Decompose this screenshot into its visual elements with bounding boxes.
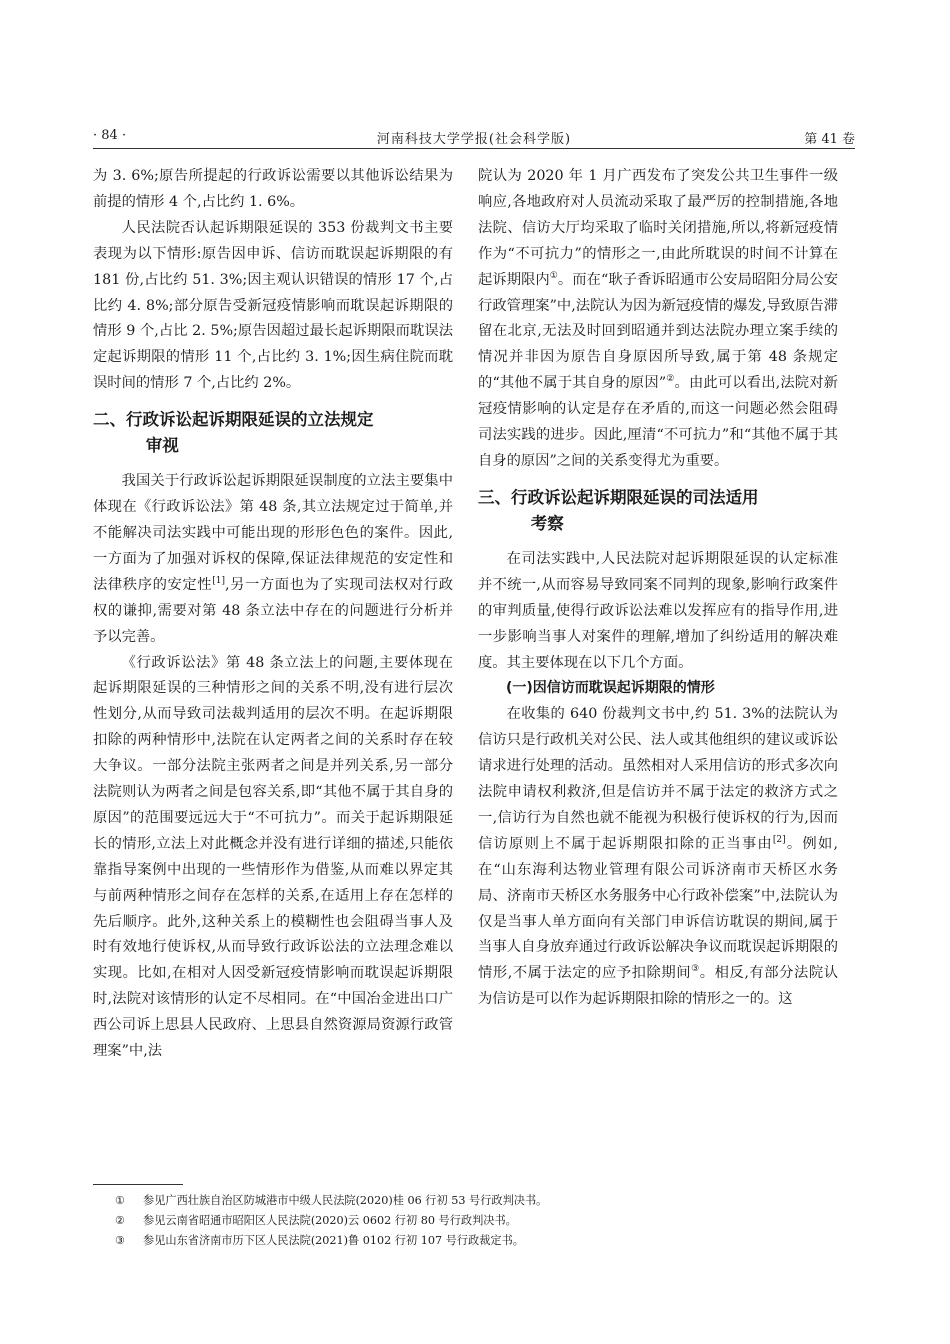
paragraph-text: 院认为 2020 年 1 月广西发布了突发公共卫生事件一级响应,各地政府对人员流动采取了最严厉的控制措施,各地法院、信访大厅均采取了临时关闭措施,所以,将新冠疫情作为“不可抗力”的情形之一,由此所耽误的时间不计算在起诉期限内: [478, 168, 838, 288]
heading-line: 考察: [530, 513, 564, 533]
heading-line: 二、行政诉讼起诉期限延误的立法规定: [93, 410, 374, 430]
citation-ref: [2]: [772, 835, 786, 846]
subsection-heading: (一)因信访而耽误起诉期限的情形: [506, 680, 715, 697]
footnotes: [115, 1191, 855, 1251]
paragraph-text: 。由此可以看出,法院对新冠疫情影响的认定是存在矛盾的,而这一问题必然会阻碍司法实践的进步。因此,厘清“不可抗力”和“其他不属于其自身的原因”之间的关系变得尤为重要。: [478, 375, 838, 469]
paragraph-text: 我国关于行政诉讼起诉期限延误制度的立法主要集中体现在《行政诉讼法》第 48 条,其立法规定过于简单,并不能解决司法实践中可能出现的形形色色的案件。因此,一方面为了加强对诉权的保障,保证法律规范的安定性和法律秩序的安定性: [93, 473, 453, 593]
paragraph: [478, 164, 838, 475]
paragraph-text: ,另一方面也为了实现司法权对行政权的谦抑,需要对第 48 条立法中存在的问题进行分析并予以完善。: [93, 576, 453, 645]
footnote-text: 参见云南省昭通市昭阳区人民法院(2020)云 0602 行初 80 号行政判决书。: [143, 1214, 517, 1227]
paragraph: 人民法院否认起诉期限延误的 353 份裁判文书主要表现为以下情形:原告因申诉、信访而耽误起诉期限的有 181 份,占比约 51. 3%;因主观认识错误的情形 17 个,占比约 4. 8%;部分原告受新冠疫情影响而耽误起诉期限的情形 9 个,占比 2. 5%;原告因超过最长起诉期限而耽误法定起诉期限的情形 11 个,占比约 3. 1%;因生病住院而耽误时间的情形 7 个,占比约 2%。: [93, 219, 453, 392]
volume-label: 第 41 卷: [804, 132, 855, 147]
heading-line: 三、行政诉讼起诉期限延误的司法适用: [478, 487, 759, 507]
paragraph: 在司法实践中,人民法院对起诉期限延误的认定标准并不统一,从而容易导致同案不同判的现象,影响行政案件的审判质量,使得行政诉讼法难以发挥应有的指导作用,进一步影响当事人对案件的理解,增加了纠纷适用的解决难度。其主要体现在以下几个方面。: [478, 550, 838, 671]
left-column: [93, 164, 453, 1065]
running-header: [93, 126, 855, 149]
paragraph: [478, 702, 838, 1013]
paragraph-text: 在收集的 640 份裁判文书中,约 51. 3%的法院认为信访只是行政机关对公民、法人或其他组织的建议或诉讼请求进行处理的活动。虽然相对人采用信访的形式多次向法院申请权利救济,但是信访并不属于法定的救济方式之一,信访行为自然也就不能视为积极行使诉权的行为,因而信访原则上不属于起诉期限扣除的正当事由: [478, 706, 838, 852]
paragraph: 为 3. 6%;原告所提起的行政诉讼需要以其他诉讼结果为前提的情形 4 个,占比约 1. 6%。: [93, 168, 453, 210]
footnote: [115, 1231, 855, 1251]
paragraph: [93, 469, 453, 650]
paragraph-text: 。例如,在“山东海利达物业管理有限公司诉济南市天桥区水务局、济南市天桥区水务服务中心行政补偿案”中,法院认为仅是当事人单方面向有关部门申诉信访耽误的期间,属于当事人自身放弃通过行政诉讼解决争议而耽误起诉期限的情形,不属于法定的应予扣除期间: [478, 835, 839, 982]
section-heading-3: [478, 485, 838, 537]
citation-ref: [1]: [212, 576, 225, 587]
paragraph-text: 。而在“耿子香诉昭通市公安局昭阳分局公安行政管理案”中,法院认为因为新冠疫情的爆发,导致原告滞留在北京,无法及时回到昭通并到达法院办理立案手续的情况并非因为原告自身原因所导致,属于第 48 条规定的“其他不属于其自身的原因”: [478, 271, 838, 392]
footnote-mark: ②: [115, 1214, 126, 1227]
footnote-text: 参见山东省济南市历下区人民法院(2021)鲁 0102 行初 107 号行政裁定书。: [143, 1234, 524, 1247]
paragraph: 《行政诉讼法》第 48 条立法上的问题,主要体现在起诉期限延误的三种情形之间的关系不明,没有进行层次性划分,从而导致司法裁判适用的层次不明。在起诉期限扣除的两种情形中,法院在认定两者之间的关系时存在较大争议。一部分法院主张两者之间是并列关系,另一部分法院则认为两者之间是包容关系,即“其他不属于其自身的原因”的范围要远远大于“不可抗力”。而关于起诉期限延长的情形,立法上对此概念并没有进行详细的描述,只能依靠指导案例中出现的一些情形作为借鉴,从而难以界定其与前两种情形之间存在怎样的关系,在适用上存在怎样的先后顺序。此外,这种关系上的模糊性也会阻碍当事人及时有效地行使诉权,从而导致行政诉讼法的立法理念难以实现。比如,在相对人因受新冠疫情影响而耽误起诉期限时,法院对该情形的认定不尽相同。在“中国冶金进出口广西公司诉上思县人民政府、上思县自然资源局资源行政管理案”中,法: [93, 654, 453, 1060]
footnote: [115, 1191, 855, 1211]
page-number: · 84 ·: [93, 128, 127, 143]
footnote-divider: [93, 1184, 183, 1185]
heading-line: 审视: [145, 436, 179, 456]
footnote-mark: ③: [115, 1234, 126, 1247]
footnote-marker: ②: [666, 374, 675, 385]
section-heading-2: [93, 407, 453, 459]
paragraph-text: 。相反,有部分法院认为信访是可以作为起诉期限扣除的情形之一的。这: [478, 965, 839, 1008]
right-column: [478, 164, 838, 1013]
footnote-marker: ①: [549, 270, 558, 281]
footnote: [115, 1211, 855, 1231]
footnote-marker: ③: [691, 964, 700, 975]
footnote-text: 参见广西壮族自治区防城港市中级人民法院(2020)桂 06 行初 53 号行政判决书。: [143, 1194, 548, 1207]
journal-title: 河南科技大学学报(社会科学版): [376, 132, 572, 147]
footnote-mark: ①: [115, 1194, 126, 1207]
